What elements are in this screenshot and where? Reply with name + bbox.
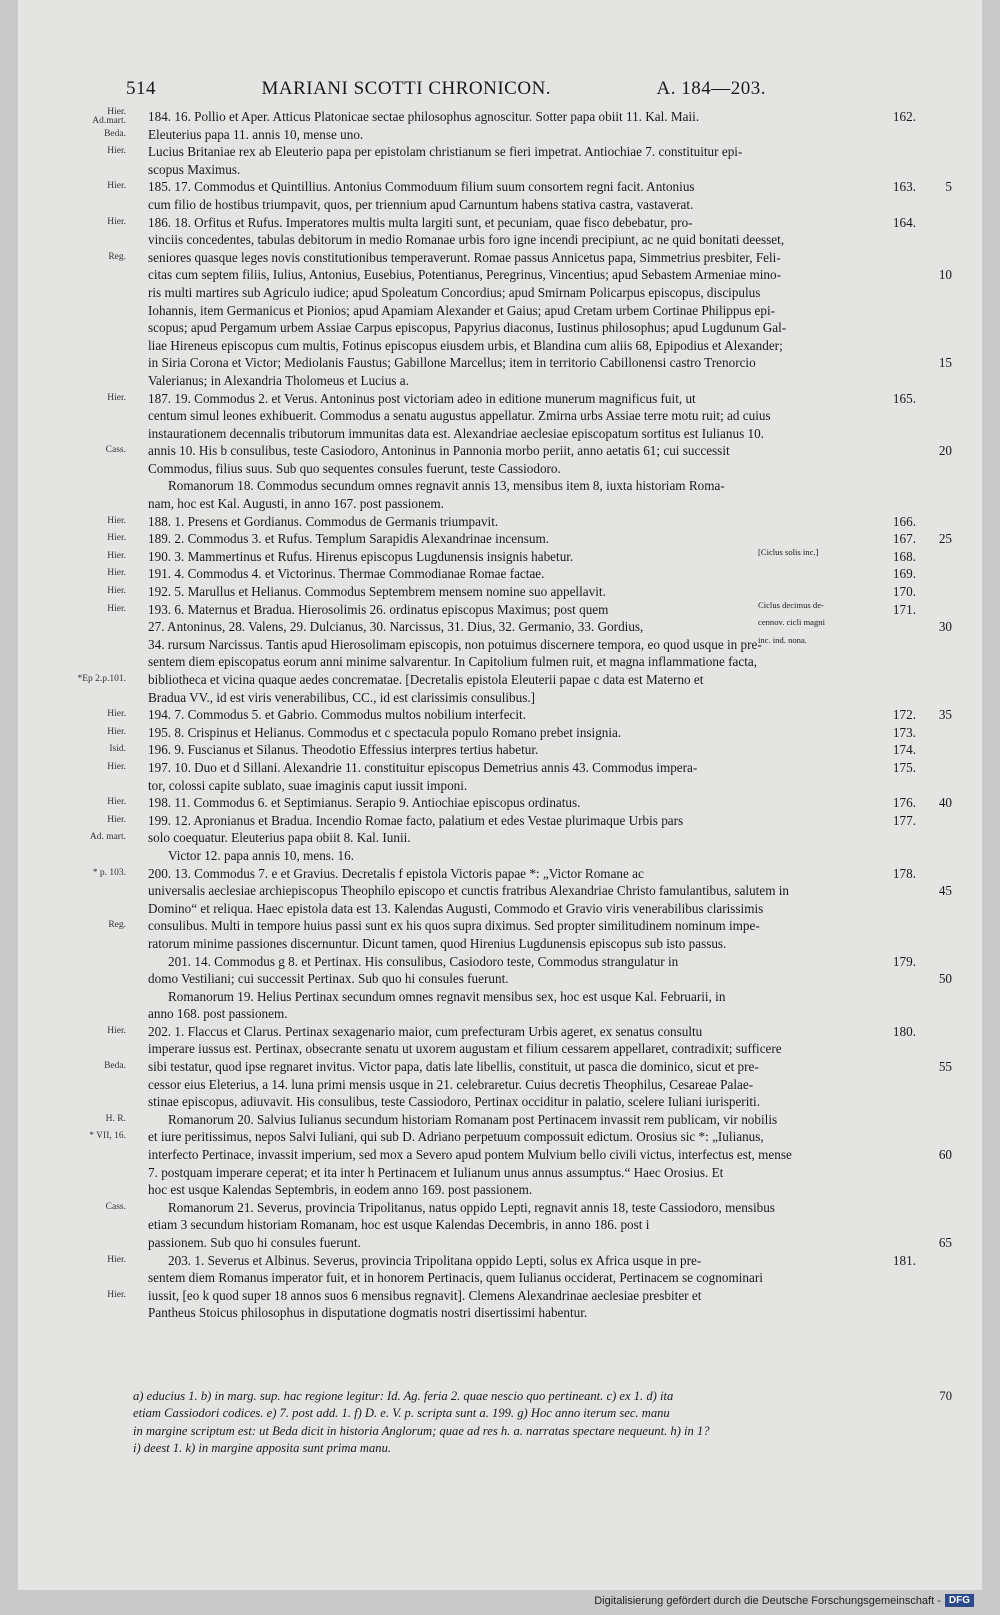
text-line [18, 777, 982, 795]
passion-year: 179. [892, 953, 916, 969]
passion-year: 173. [892, 724, 916, 740]
text-line [18, 653, 982, 671]
text-line [18, 741, 982, 759]
source-marker: Reg. [108, 251, 126, 262]
line-text: liae Hireneus episcopus cum multis, Fotinus episcopus eiusdem urbis, et Blandina cum aliis 68, Epipodius et Alexander; [148, 337, 783, 353]
line-text: ratorum minime passiones discernuntur. Dicunt tamen, quod Hirenius Lugdunensis episcopus sub isto passus. [148, 935, 727, 951]
scanned-page [18, 0, 982, 1590]
line-text: solo coequatur. Eleuterius papa obiit 8. Kal. Iunii. [148, 830, 411, 846]
source-marker: Hier. [107, 533, 126, 544]
text-line [18, 865, 982, 883]
passion-year: 162. [892, 109, 916, 124]
text-line [18, 372, 982, 390]
line-text: Eleuterius papa 11. annis 10, mense uno. [148, 126, 364, 142]
line-text: 186. 18. Orfitus et Rufus. Imperatores multis multa largiti sunt, et pecuniam, quae fisco debebatur, pro- [148, 214, 693, 230]
text-line [18, 530, 982, 548]
footnote-line [18, 1388, 982, 1405]
text-line [18, 988, 982, 1006]
line-text: 187. 19. Commodus 2. et Verus. Antoninus post victoriam adeo in editione munerum magnificus fuit, ut [148, 390, 696, 406]
footnote-text: etiam Cassiodori codices. e) 7. post add. 1. f) D. e. V. p. scripta sunt a. 199. g) Hoc anno iterum sec. manu [133, 1406, 670, 1421]
line-text: sentem diem episcopatus eorum anni minime salvarentur. In Capitolium fulmen ruit, et magna inflammatione facta, [148, 654, 758, 670]
text-line [18, 196, 982, 214]
line-text: 201. 14. Commodus g 8. et Pertinax. His consulibus, Casiodoro teste, Commodus strangulatur in [168, 953, 679, 969]
passion-year: 176. [892, 795, 916, 811]
text-line [18, 126, 982, 144]
passion-year: 180. [892, 1023, 916, 1039]
passion-year: 178. [892, 865, 916, 881]
line-text: 200. 13. Commodus 7. e et Gravius. Decretalis f epistola Victoris papae *: „Victor Romane ac [148, 865, 644, 881]
footer [594, 1594, 974, 1607]
line-text: 192. 5. Marullus et Helianus. Commodus Septembrem mensem nomine suo appellavit. [148, 584, 606, 600]
line-text: Victor 12. papa annis 10, mens. 16. [168, 847, 354, 863]
text-line [18, 1023, 982, 1041]
passion-year: 168. [892, 548, 916, 564]
dfg-logo: DFG [945, 1594, 974, 1607]
line-text: consulibus. Multi in tempore huius passi sunt ex his quos supra diximus. Sed propter similitudinem nominum impe- [148, 918, 760, 934]
source-marker: * VII, 16. [89, 1131, 126, 1142]
line-text: 190. 3. Mammertinus et Rufus. Hirenus episcopus Lugdunensis insignis habetur. [148, 548, 574, 564]
text-line [18, 812, 982, 830]
text-line [18, 284, 982, 302]
text-line [18, 161, 982, 179]
line-text: 189. 2. Commodus 3. et Rufus. Templum Sarapidis Alexandrinae incensum. [148, 531, 550, 547]
line-number: 15 [938, 355, 952, 371]
year-range: A. 184—203. [656, 78, 766, 99]
text-line [18, 108, 982, 126]
passion-year: 172. [892, 707, 916, 723]
footnote-line [18, 1423, 982, 1440]
source-marker: Hier. [107, 181, 126, 192]
text-line [18, 249, 982, 267]
line-text: iussit, [eo k quod super 18 annos suos 6 mensibus regnavit]. Clemens Alexandrinae aeclesiae presbiter et [148, 1287, 702, 1303]
text-line [18, 706, 982, 724]
text-line [18, 1181, 982, 1199]
cycle-note: inc. ind. nona. [758, 634, 807, 645]
line-text: 185. 17. Commodus et Quintillius. Antonius Commoduum filium suum consortem regni facit. Antonius [148, 179, 695, 195]
text-line [18, 1164, 982, 1182]
page-number: 514 [126, 78, 156, 99]
passion-year: 163. [892, 179, 916, 195]
cycle-note: [Ciclus solis inc.] [758, 546, 819, 557]
footnote-text: i) deest 1. k) in margine apposita sunt prima manu. [133, 1441, 392, 1456]
text-line [18, 618, 982, 636]
line-text: 34. rursum Narcissus. Tantis apud Hierosolimam episcopis, non potuimus discernere tempora, eo quod usque in pre- [148, 636, 762, 652]
text-line [18, 900, 982, 918]
passion-year: 164. [892, 214, 916, 230]
line-text: Commodus, filius suus. Sub quo sequentes consules fuerunt, teste Cassiodoro. [148, 460, 561, 476]
line-text: 197. 10. Duo et d Sillani. Alexandrie 11. constituitur episcopus Demetrius annis 43. Commodus impera- [148, 759, 698, 775]
line-text: tor, colossi capite sublato, suae imaginis caput iussit imponi. [148, 777, 468, 793]
text-line [18, 390, 982, 408]
source-marker: Hier. [107, 392, 126, 403]
text-line [18, 548, 982, 566]
cycle-note: cennov. cicli magni [758, 617, 825, 628]
passion-year: 170. [892, 584, 916, 600]
passion-year: 175. [892, 759, 916, 775]
line-text: ris multi martires sub Agriculo iudice; apud Spoleatum Concordius; apud Smirnam Policarpus episcopus, discipulus [148, 284, 761, 300]
text-line [18, 847, 982, 865]
text-line [18, 601, 982, 619]
text-line [18, 917, 982, 935]
passion-year: 166. [892, 513, 916, 529]
footer-text: Digitalisierung gefördert durch die Deutsche Forschungsgemeinschaft - [594, 1594, 941, 1607]
text-line [18, 953, 982, 971]
text-line [18, 1216, 982, 1234]
text-line [18, 442, 982, 460]
line-text: scopus; apud Pergamum urbem Assiae Carpus episcopus, Papyrius diaconus, Iustinus philosophus; apud Lugdunum Gal- [148, 320, 787, 336]
text-line [18, 214, 982, 232]
text-line [18, 794, 982, 812]
text-line [18, 882, 982, 900]
source-marker: Cass. [105, 445, 126, 456]
text-line [18, 1111, 982, 1129]
line-text: Iohannis, item Germanicus et Pionios; apud Apamiam Alexander et Gaius; apud Cretam urbem Cortinae Philippus epi- [148, 302, 776, 318]
line-text: nam, hoc est Kal. Augusti, in anno 167. post passionem. [148, 496, 444, 512]
line-text: 196. 9. Fuscianus et Silanus. Theodotio Effessius interpres tertius habetur. [148, 742, 539, 758]
line-text: annis 10. His b consulibus, teste Casiodoro, Antoninus in Pannonia morbo periit, anno aetatis 61; cui successit [148, 443, 730, 459]
line-number: 60 [938, 1147, 952, 1163]
line-number: 25 [938, 531, 952, 547]
line-text: 188. 1. Presens et Gordianus. Commodus de Germanis triumpavit. [148, 513, 499, 529]
line-text: Romanorum 21. Severus, provincia Tripolitanus, natus oppido Lepti, regnavit annis 18, teste Cassiodoro, mensibus [168, 1199, 775, 1215]
text-line [18, 319, 982, 337]
line-text: 199. 12. Apronianus et Bradua. Incendio Romae facto, palatium et edes Vestae plurimaque Urbis pars [148, 812, 684, 828]
text-line [18, 970, 982, 988]
line-text: interfecto Pertinace, invassit imperium, sed mox a Severo apud pontem Mulvium bello civili victus, interfectus est, mense [148, 1147, 792, 1163]
text-line [18, 407, 982, 425]
line-text: cum filio de hostibus triumpavit, quos, per triennium apud Carnuntum habens stativa castra, vastaverat. [148, 196, 694, 212]
line-number: 30 [938, 619, 952, 635]
line-text: 194. 7. Commodus 5. et Gabrio. Commodus multos nobilium interfecit. [148, 707, 527, 723]
text-line [18, 302, 982, 320]
text-line [18, 759, 982, 777]
source-marker: H. R. [105, 1113, 126, 1124]
text-line [18, 1076, 982, 1094]
source-marker: Hier. [107, 586, 126, 597]
text-line [18, 829, 982, 847]
line-text: stinae episcopus, adiuvavit. His consulibus, teste Cassiodoro, Pertinax occiditur in palatio, scelere Iuliani iurisperiti. [148, 1094, 760, 1110]
text-line [18, 1304, 982, 1322]
line-text: citas cum septem filiis, Iulius, Antonius, Eusebius, Potentianus, Peregrinus, Vincentius; apud Sebastem Armeniae mino- [148, 267, 781, 283]
line-text: 195. 8. Crispinus et Helianus. Commodus et c spectacula populo Romano prebet insignia. [148, 724, 622, 740]
text-line [18, 1269, 982, 1287]
passion-year: 171. [892, 601, 916, 617]
text-line [18, 1234, 982, 1252]
line-text: 27. Antoninus, 28. Valens, 29. Dulcianus, 30. Narcissus, 31. Dius, 32. Germanio, 33. Gordius, [148, 619, 644, 635]
passion-year: 177. [892, 812, 916, 828]
line-text: Romanorum 18. Commodus secundum omnes regnavit annis 13, mensibus item 8, iuxta historiam Roma- [168, 478, 725, 494]
chronicle-text [18, 108, 982, 1322]
passion-year: 165. [892, 390, 916, 406]
line-text: Bradua VV., id est viris venerabilibus, CC., id est clarissimis consulibus.] [148, 689, 536, 705]
text-line [18, 337, 982, 355]
line-number: 45 [938, 883, 952, 899]
line-number: 5 [945, 179, 952, 195]
text-line [18, 513, 982, 531]
source-marker: Hier. [107, 550, 126, 561]
source-marker: Hier. [107, 814, 126, 825]
line-number: 20 [938, 443, 952, 459]
footnote-text: in margine scriptum est: ut Beda dicit in historia Anglorum; quae ad res h. a. narratas spectare nequeunt. h) in 1? [133, 1423, 710, 1438]
line-number: 70 [939, 1389, 952, 1403]
source-marker: Hier. [107, 726, 126, 737]
line-text: sibi testatur, quod ipse regnaret invitus. Victor papa, datis late libellis, constituit, ut pasca die dominico, sicut et pre- [148, 1059, 759, 1075]
text-line [18, 495, 982, 513]
text-line [18, 1199, 982, 1217]
text-line [18, 671, 982, 689]
line-text: universalis aeclesiae archiepiscopus Theophilo episcopo et cunctis fratribus Alexandriae Christo famulantibus, salutem in [148, 883, 790, 899]
line-number: 55 [938, 1059, 952, 1075]
text-line [18, 583, 982, 601]
footnotes [18, 1388, 982, 1458]
line-text: hoc est usque Kalendas Septembris, in eodem anno 169. post passionem. [148, 1182, 533, 1198]
line-text: Romanorum 20. Salvius Iulianus secundum historiam Romanam post Pertinacem invassit rem publicam, vir nobilis [168, 1111, 778, 1127]
source-marker: Hier. [107, 761, 126, 772]
line-text: cessor eius Eleterius, a 14. luna primi mensis usque in 21. celebraretur. Cuius decretis Theophilus, Cesareae Palae- [148, 1076, 754, 1092]
footnote-line [18, 1440, 982, 1457]
page-title: MARIANI SCOTTI CHRONICON. [261, 78, 552, 99]
line-number: 65 [938, 1235, 952, 1250]
text-line [18, 1146, 982, 1164]
line-text: 202. 1. Flaccus et Clarus. Pertinax sexagenario maior, cum prefecturam Urbis ageret, ex senatus consultu [148, 1023, 703, 1039]
text-line [18, 1287, 982, 1305]
passion-year: 181. [892, 1252, 916, 1268]
source-marker: Hier. [107, 603, 126, 614]
text-line [18, 1058, 982, 1076]
line-text: Romanorum 19. Helius Pertinax secundum omnes regnavit mensibus sex, hoc est usque Kal. Februarii, in [168, 988, 726, 1004]
source-marker: Hier. [107, 709, 126, 720]
line-text: bibliotheca et vicina quaque aedes concrematae. [Decretalis epistola Eleuterii papae c data est Materno et [148, 672, 704, 687]
source-marker: * p. 103. [92, 867, 126, 878]
source-marker: Hier. [107, 1254, 126, 1265]
text-line [18, 143, 982, 161]
line-text: Pantheus Stoicus philosophus in disputatione dogmatis nostri disertissimi habentur. [148, 1305, 588, 1321]
text-line [18, 1040, 982, 1058]
footnote-line [18, 1405, 982, 1422]
line-number: 40 [938, 795, 952, 811]
text-line [18, 565, 982, 583]
text-line [18, 935, 982, 953]
source-marker: Hier. [107, 216, 126, 227]
source-marker: Hier. [107, 146, 126, 157]
text-line [18, 425, 982, 443]
line-text: imperare iussus est. Pertinax, obsecrante senatu ut uxorem augustam et filium cessarem appellaret, contradixit; sufficere [148, 1041, 782, 1057]
source-marker: Reg. [108, 920, 126, 931]
source-marker: Hier. [107, 515, 126, 526]
text-line [18, 460, 982, 478]
text-line [18, 689, 982, 707]
line-text: scopus Maximus. [148, 161, 241, 177]
line-text: 191. 4. Commodus 4. et Victorinus. Thermae Commodianae Romae factae. [148, 566, 545, 582]
source-marker: Hier. Ad.mart. [92, 107, 126, 126]
source-marker: Hier. [107, 1289, 126, 1300]
source-marker: Cass. [105, 1201, 126, 1212]
line-text: vinciis concedentes, tabulas debitorum in medio Romanae urbis foro igne incendi precipiunt, ac ne quid bonitati deesset, [148, 232, 785, 248]
line-text: in Siria Corona et Victor; Mediolanis Faustus; Gabillone Marcellus; item in territorio Cabillonensi castro Trenorcio [148, 355, 756, 371]
line-text: et iure peritissimus, nepos Salvi Iuliani, qui sub D. Adriano perpetuum compossuit edictum. Orosius sic *: „Iulianus, [148, 1129, 764, 1145]
source-marker: Beda. [104, 128, 126, 139]
line-text: Valerianus; in Alexandria Tholomeus et Lucius a. [148, 372, 409, 388]
line-text: sentem diem Romanus imperator fuit, et in honorem Pertinacis, quem Iulianus occiderat, Pertinacem se cognominari [148, 1270, 763, 1286]
source-marker: Hier. [107, 568, 126, 579]
line-text: 193. 6. Maternus et Bradua. Hierosolimis 26. ordinatus episcopus Maximus; post quem [148, 601, 609, 617]
line-text: instaurationem decennalis tributorum immunitas data est. Alexandriae aeclesiae episcopatum sortitus est Iulianus 10. [148, 425, 764, 441]
line-text: domo Vestiliani; cui successit Pertinax. Sub quo hi consules fuerunt. [148, 971, 509, 987]
line-text: passionem. Sub quo hi consules fuerunt. [148, 1235, 361, 1250]
line-text: 198. 11. Commodus 6. et Septimianus. Serapio 9. Antiochiae episcopus ordinatus. [148, 795, 581, 811]
text-line [18, 354, 982, 372]
source-marker: Hier. [107, 1025, 126, 1036]
text-line [18, 477, 982, 495]
line-text: 7. postquam imperare ceperat; et ita inter h Pertinacem et Iulianum unus annus assumptus.“ Haec Orosius. Et [148, 1164, 724, 1180]
line-text: seniores quasque leges novis constitutionibus temperaverunt. Romae passus Annicetus papa, Simmetrius presbiter, Feli- [148, 249, 781, 265]
line-number: 35 [938, 707, 952, 723]
footnote-text: a) educius 1. b) in marg. sup. hac regione legitur: Id. Ag. feria 2. quae nescio quo pertineant. c) ex 1. d) ita [133, 1389, 674, 1403]
source-marker: Isid. [109, 744, 126, 755]
cycle-note: Ciclus decimus de- [758, 599, 824, 610]
line-text: 203. 1. Severus et Albinus. Severus, provincia Tripolitana oppido Lepti, solus ex Africa usque in pre- [168, 1252, 702, 1268]
line-text: centum simul leones exhibuerit. Commodus a senatu augustus appellatur. Zmirna urbs Assiae terre motu ruit; ad cuius [148, 408, 771, 424]
text-line [18, 1093, 982, 1111]
text-line [18, 231, 982, 249]
source-marker: Beda. [104, 1061, 126, 1072]
line-text: Domino“ et reliqua. Haec epistola data est 13. Kalendas Augusti, Commodo et Gravio viris venerabilibus clarissimis [148, 900, 764, 916]
source-marker: *Ep 2.p.101. [77, 674, 126, 684]
text-line [18, 636, 982, 654]
line-number: 50 [938, 971, 952, 987]
line-text: 184. 16. Pollio et Aper. Atticus Platonicae sectae philosophus agnoscitur. Sotter papa obiit 11. Kal. Maii. [148, 109, 700, 124]
line-number: 10 [938, 267, 952, 283]
line-text: Lucius Britaniae rex ab Eleuterio papa per epistolam christianum se fieri impetrat. Antiochiae 7. constituitur epi- [148, 144, 743, 160]
text-line [18, 266, 982, 284]
text-line [18, 1252, 982, 1270]
line-text: etiam 3 secundum historiam Romanam, hoc est usque Kalendas Decembris, in anno 186. post i [148, 1217, 650, 1233]
passion-year: 167. [892, 531, 916, 547]
source-marker: Ad. mart. [89, 832, 126, 843]
line-text: anno 168. post passionem. [148, 1006, 288, 1022]
passion-year: 169. [892, 566, 916, 582]
text-line [18, 178, 982, 196]
source-marker: Hier. [107, 797, 126, 808]
text-line [18, 1005, 982, 1023]
text-line [18, 724, 982, 742]
text-line [18, 1128, 982, 1146]
passion-year: 174. [892, 742, 916, 758]
page-header [126, 78, 766, 100]
